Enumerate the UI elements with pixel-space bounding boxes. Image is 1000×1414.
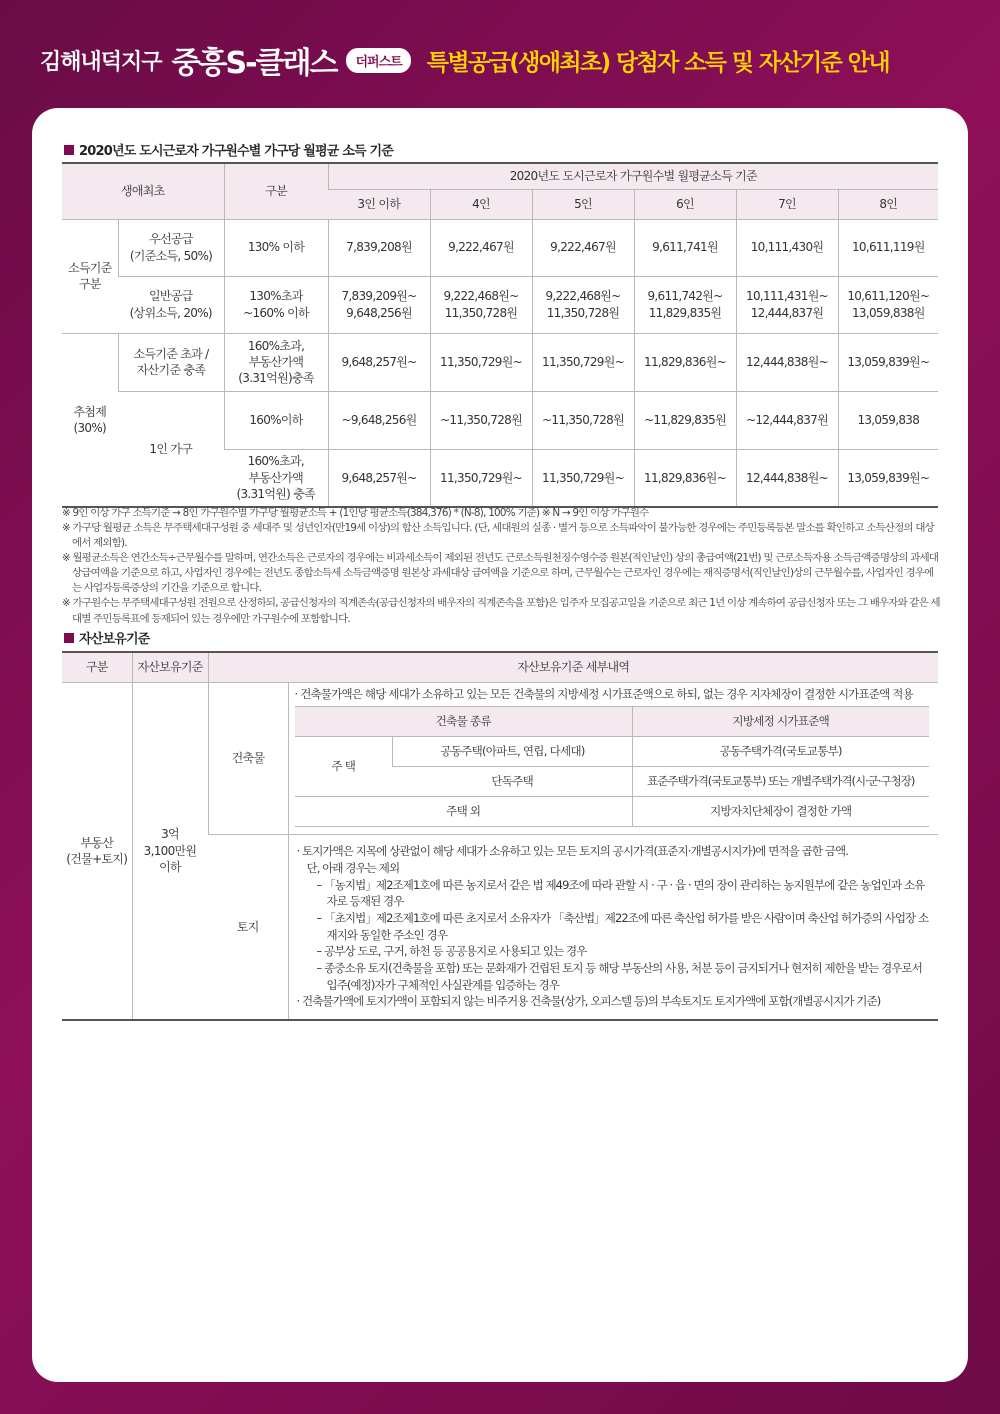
value-cell: 9,611,742원~ 11,829,835원 [634, 276, 736, 333]
table-row [62, 391, 938, 449]
brand-badge: 더퍼스트 [346, 48, 410, 73]
income-section-title: 2020년도 도시근로자 가구원수별 가구당 월평균 소득 기준 [64, 140, 393, 159]
value-cell: 12,444,838원~ [736, 333, 838, 391]
group-income: 소득기준 구분 [62, 219, 118, 333]
building-detail [288, 682, 938, 834]
row-sub: 일반공급 (상위소득, 20%) [118, 276, 224, 333]
asset-standard: 3억 3,100만원 이하 [132, 682, 208, 1020]
value-cell: 7,839,209원~ 9,648,256원 [328, 276, 430, 333]
note-line: ※ 가구원수는 무주택세대구성원 전원으로 산정하되, 공급신청자의 직계존속(공급신청자의 배우자의 직계존속을 포함)은 입주자 모집공고일을 기준으로 최근 1년 이상 계속하여 공급신청자 또는 그 배우자와 같은 세대별 주민등록표에 등재되어 있는 경우에만 가구원수에 포함합니다. [62, 597, 940, 625]
size-header: 6인 [634, 189, 736, 219]
land-line: – 「초지법」제2조제1호에 따른 초지로서 소유자가 「축산법」제22조에 따른 축산업 허가를 받은 사람이며 축산업 허가증의 사업장 소재지와 동일한 주소인 경우 [316, 911, 929, 942]
value-cell: 9,222,468원~ 11,350,728원 [532, 276, 634, 333]
value-cell: 9,222,467원 [532, 219, 634, 276]
value-cell: ~11,829,835원 [634, 391, 736, 449]
row-sub: 우선공급 (기준소득, 50%) [118, 219, 224, 276]
asset-header-row [62, 652, 938, 682]
land-line: – 「농지법」제2조제1호에 따른 농지로서 같은 법 제49조에 따라 관할 시 · 구 · 읍 · 면의 장이 관리하는 농지원부에 같은 농업인과 소유자로 등재된 경우 [316, 877, 925, 909]
table-row [62, 219, 938, 276]
row-sub: 소득기준 초과 / 자산기준 충족 [118, 333, 224, 391]
col-building-type: 건축물 종류 [295, 707, 633, 737]
building-price: 표준주택가격(국토교통부) 또는 개별주택가격(시·군·구청장) [633, 767, 929, 797]
value-cell: 9,648,257원~ [328, 449, 430, 507]
value-cell: 9,648,257원~ [328, 333, 430, 391]
value-cell: 10,611,119원 [838, 219, 938, 276]
note-line: ※ 가구당 월평균 소득은 무주택세대구성원 중 세대주 및 성년인자(만19세 이상)의 합산 소득입니다. (단, 세대원의 실종 · 별거 등으로 소득파악이 불가능한 경우에는 주민등록등본 말소를 확인하고 소득산정의 대상에서 제외함). [62, 522, 934, 550]
row-cond: 160%초과, 부동산가액 (3.31억원)충족 [224, 333, 328, 391]
land-line: – 종중소유 토지(건축물을 포함) 또는 문화재가 건립된 토지 등 해당 부동산의 사용, 처분 등이 금지되거나 현저히 제한을 받는 경우로서 입주(예정)자가 구체적인 사실관계를 입증하는 경우 [316, 961, 922, 992]
land-line: – 공부상 도로, 구거, 하천 등 공공용지로 사용되고 있는 경우 [316, 944, 587, 959]
value-cell: 11,829,836원~ [634, 449, 736, 507]
value-cell: 13,059,839원~ [838, 333, 938, 391]
building-label: 건축물 [208, 682, 288, 834]
value-cell: ~11,350,728원 [532, 391, 634, 449]
size-header: 4인 [430, 189, 532, 219]
head-category: 구분 [62, 652, 132, 682]
value-cell: ~11,350,728원 [430, 391, 532, 449]
building-intro: · 건축물가액은 해당 세대가 소유하고 있는 모든 건축물의 지방세정 시가표준액으로 하되, 없는 경우 지자체장이 결정한 시가표준액 적용 [294, 686, 913, 701]
table-row [62, 333, 938, 391]
size-header: 5인 [532, 189, 634, 219]
table-row [295, 797, 929, 827]
size-header: 3인 이하 [328, 189, 430, 219]
income-notes [62, 506, 942, 627]
district-name: 김해내덕지구 [40, 49, 162, 75]
building-price-table [295, 706, 929, 827]
land-line: · 건축물가액에 토지가액이 포함되지 않는 비주거용 건축물(상가, 오피스텔 등)의 부속토지도 토지가액에 포함(개별공시지가 기준) [296, 994, 881, 1009]
value-cell: 11,350,729원~ [430, 449, 532, 507]
housing-label: 주 택 [295, 737, 393, 797]
building-type: 공동주택(아파트, 연립, 다세대) [393, 737, 633, 767]
row-cond: 130% 이하 [224, 219, 328, 276]
brand-logo: 중흥S-클래스 [171, 46, 337, 81]
building-type: 단독주택 [393, 767, 633, 797]
land-detail [288, 834, 938, 1020]
asset-category: 부동산 (건물+토지) [62, 682, 132, 1020]
building-price: 공동주택가격(국토교통부) [633, 737, 929, 767]
content-card [32, 108, 968, 1382]
income-table [62, 162, 938, 508]
head-income-group: 2020년도 도시근로자 가구원수별 월평균소득 기준 [328, 163, 938, 189]
row-cond: 160%초과, 부동산가액 (3.31억원) 충족 [224, 449, 328, 507]
value-cell: 11,829,836원~ [634, 333, 736, 391]
value-cell: 7,839,208원 [328, 219, 430, 276]
note-line: ※ 9인 이상 가구 소득기준 → 8인 가구원수별 가구당 월평균소득 + (1인당 평균소득(384,376) * (N-8), 100% 기준) ※ N → 9인 이상 가구원수 [62, 507, 649, 519]
page-header [0, 0, 1000, 120]
asset-section-title: 자산보유기준 [64, 628, 150, 647]
asset-table [62, 651, 938, 1021]
table-row [295, 737, 929, 767]
value-cell: 13,059,838 [838, 391, 938, 449]
building-price: 지방자치단체장이 결정한 가액 [633, 797, 929, 827]
value-cell: ~9,648,256원 [328, 391, 430, 449]
head-category: 구분 [224, 163, 328, 219]
note-line: ※ 월평균소득은 연간소득÷근무월수를 말하며, 연간소득은 근로자의 경우에는 비과세소득이 제외된 전년도 근로소득원천징수영수증 원본(직인날인) 상의 총급여액(21번) 및 근로소득자용 소득금액증명상의 과세대상급여액을 기준으로 하고, 사업자인 경우에는 전년도 종합소득세 소득금액증명 원본상 과세대상 급여액을 기준으로 하며, 근무월수는 근로자인 경우에는 재직증명서(직인날인)상의 근무월수를, 사업자인 경우에는 사업자등록증상의 기간을 기준으로 합니다. [62, 552, 939, 595]
value-cell: 11,350,729원~ [532, 333, 634, 391]
head-standard: 자산보유기준 [132, 652, 208, 682]
head-details: 자산보유기준 세부내역 [208, 652, 938, 682]
row-cond: 130%초과 ~160% 이하 [224, 276, 328, 333]
land-label: 토지 [208, 834, 288, 1020]
section-bullet-icon [64, 145, 74, 155]
land-line: · 토지가액은 지목에 상관없이 해당 세대가 소유하고 있는 모든 토지의 공시가격(표준지·개별공시지가)에 면적을 곱한 금액. [296, 844, 848, 859]
value-cell: 9,222,467원 [430, 219, 532, 276]
value-cell: 11,350,729원~ [430, 333, 532, 391]
size-header: 7인 [736, 189, 838, 219]
value-cell: 11,350,729원~ [532, 449, 634, 507]
value-cell: ~12,444,837원 [736, 391, 838, 449]
value-cell: 12,444,838원~ [736, 449, 838, 507]
table-row [62, 276, 938, 333]
value-cell: 10,111,431원~ 12,444,837원 [736, 276, 838, 333]
page-title: 특별공급(생애최초) 당첨자 소득 및 자산기준 안내 [426, 49, 889, 76]
value-cell: 13,059,839원~ [838, 449, 938, 507]
row-cond: 160%이하 [224, 391, 328, 449]
head-lifetime-first: 생애최초 [62, 163, 224, 219]
value-cell: 10,111,430원 [736, 219, 838, 276]
row-sub: 1인 가구 [118, 391, 224, 507]
value-cell: 9,222,468원~ 11,350,728원 [430, 276, 532, 333]
section-bullet-icon [64, 633, 74, 643]
group-lottery: 추첨제 (30%) [62, 333, 118, 507]
value-cell: 9,611,741원 [634, 219, 736, 276]
size-header: 8인 [838, 189, 938, 219]
col-tax-standard: 지방세정 시가표준액 [633, 707, 929, 737]
value-cell: 10,611,120원~ 13,059,838원 [838, 276, 938, 333]
land-line: 단, 아래 경우는 제외 [306, 861, 400, 876]
table-row [62, 682, 938, 834]
building-type: 주택 외 [295, 797, 633, 827]
